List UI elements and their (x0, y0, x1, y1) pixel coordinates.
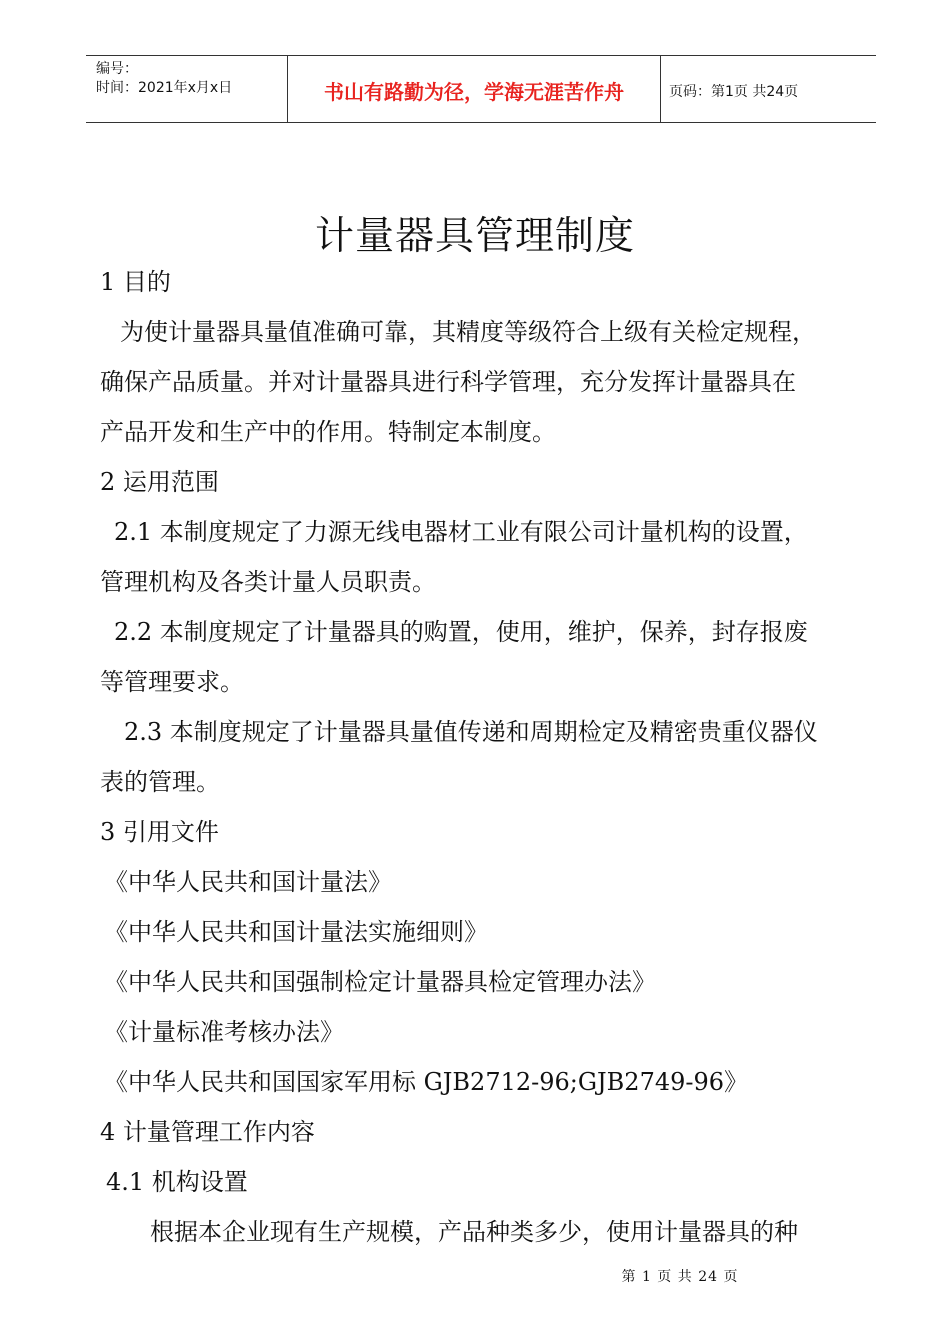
reference-item: 《中华人民共和国计量法实施细则》 (104, 918, 488, 946)
body-line: 2.3 本制度规定了计量器具量值传递和周期检定及精密贵重仪器仪 (124, 718, 818, 746)
header-page-info: 页码：第1页 共24页 (669, 84, 799, 100)
subsection-heading: 4.1 机构设置 (106, 1168, 248, 1196)
reference-item: 《中华人民共和国国家军用标 GJB2712-96;GJB2749-96》 (104, 1068, 749, 1096)
body-line: 管理机构及各类计量人员职责。 (100, 568, 436, 596)
body-line: 产品开发和生产中的作用。特制定本制度。 (100, 418, 556, 446)
body-line: 2.1 本制度规定了力源无线电器材工业有限公司计量机构的设置， (114, 518, 808, 546)
reference-item: 《中华人民共和国强制检定计量器具检定管理办法》 (104, 968, 656, 996)
reference-item: 《计量标准考核办法》 (104, 1018, 344, 1046)
header-bottom-rule (86, 122, 876, 123)
header-divider-right (660, 55, 661, 123)
page-footer: 第 1 页 共 24 页 (621, 1269, 739, 1285)
time-label: 时间：2021年x月x日 (96, 80, 233, 96)
document-title: 计量器具管理制度 (314, 214, 635, 259)
section-heading-references: 3 引用文件 (100, 818, 219, 846)
serial-number-label: 编号： (96, 61, 138, 77)
body-line: 等管理要求。 (100, 668, 244, 696)
section-heading-management: 4 计量管理工作内容 (100, 1118, 315, 1146)
header-motto: 书山有路勤为径，学海无涯苦作舟 (324, 80, 624, 104)
header-top-rule (86, 55, 876, 56)
section-heading-scope: 2 运用范围 (100, 468, 219, 496)
body-line: 根据本企业现有生产规模，产品种类多少，使用计量器具的种 (150, 1218, 798, 1246)
body-line: 2.2 本制度规定了计量器具的购置，使用，维护，保养，封存报废 (114, 618, 808, 646)
section-heading-purpose: 1 目的 (100, 268, 171, 296)
body-line: 表的管理。 (100, 768, 220, 796)
body-line: 确保产品质量。并对计量器具进行科学管理，充分发挥计量器具在 (100, 368, 796, 396)
body-line: 为使计量器具量值准确可靠，其精度等级符合上级有关检定规程， (120, 318, 816, 346)
reference-item: 《中华人民共和国计量法》 (104, 868, 392, 896)
